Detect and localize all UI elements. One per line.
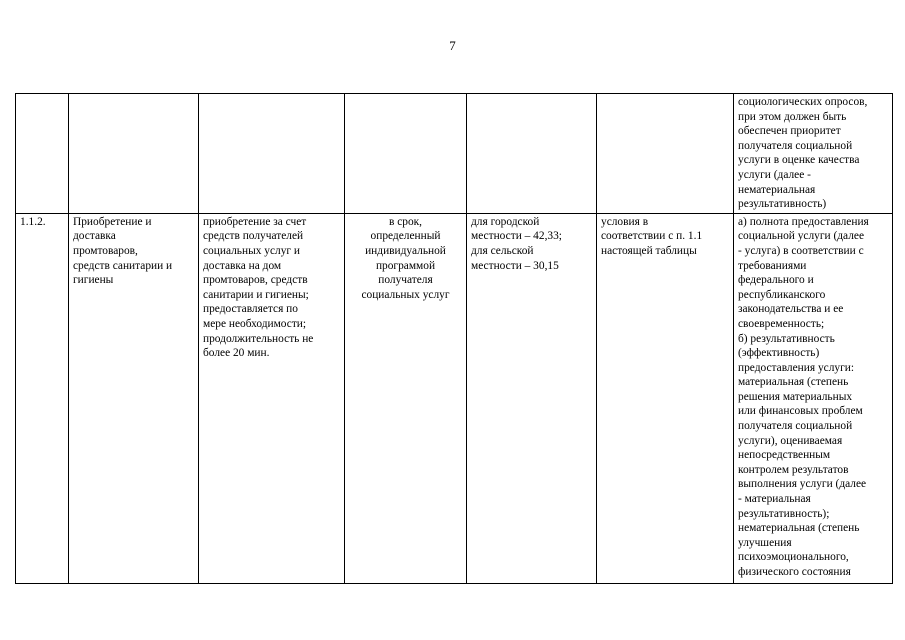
text-line: санитарии и гигиены; xyxy=(203,288,309,301)
text-line: мере необходимости; xyxy=(203,317,307,330)
text-line: доставка на дом xyxy=(203,259,282,272)
cell-term-empty xyxy=(345,94,467,214)
text-line: получателя xyxy=(378,274,433,287)
text-line: средств получателей xyxy=(203,230,304,243)
text-line: определенный xyxy=(370,230,441,243)
text-line: Приобретение и xyxy=(73,215,152,228)
text-line: предоставления услуги: xyxy=(738,361,855,374)
text-line: решения материальных xyxy=(738,390,853,403)
text-line: выполнения услуги (далее xyxy=(738,478,867,491)
text-line: - материальная xyxy=(738,493,811,506)
text-line: или финансовых проблем xyxy=(738,405,863,418)
text-line: при этом должен быть xyxy=(738,110,847,123)
cell-number xyxy=(16,213,69,583)
text-line: услуги), оцениваемая xyxy=(738,434,843,447)
text-line: своевременность; xyxy=(738,317,825,330)
text-line: (эффективность) xyxy=(738,347,820,360)
text-line: для сельской xyxy=(471,244,534,257)
cell-tariff xyxy=(467,213,597,583)
text-line: контролем результатов xyxy=(738,463,849,476)
text-line: продолжительность не xyxy=(203,332,314,345)
text-line: индивидуальной xyxy=(365,244,446,257)
table-row-1-1-2 xyxy=(16,213,893,583)
text-line: получателя социальной xyxy=(738,139,853,152)
table-row-continuation xyxy=(16,94,893,214)
cell-quality xyxy=(734,213,893,583)
services-table xyxy=(15,93,893,584)
text-line: промтоваров, xyxy=(73,244,138,257)
text-line: социологических опросов, xyxy=(738,96,868,108)
text-line: нематериальная xyxy=(738,183,816,196)
item-number: 1.1.2. xyxy=(20,215,46,228)
text-line: законодательства и ее xyxy=(738,303,844,316)
page-number: 7 xyxy=(449,38,456,53)
text-line: условия в xyxy=(601,215,649,228)
cell-conditions xyxy=(597,213,734,583)
text-line: средств санитарии и xyxy=(73,259,173,272)
text-line: результативность); xyxy=(738,507,830,520)
text-line: улучшения xyxy=(738,536,792,549)
text-line: услуги (далее - xyxy=(738,168,811,181)
text-line: получателя социальной xyxy=(738,420,853,433)
cell-description-empty xyxy=(199,94,345,214)
text-line: приобретение за счет xyxy=(203,215,307,228)
text-line: местности – 30,15 xyxy=(471,259,559,272)
cell-tariff-empty xyxy=(467,94,597,214)
cell-description xyxy=(199,213,345,583)
text-line: психоэмоционального, xyxy=(738,551,849,564)
text-line: предоставляется по xyxy=(203,303,298,316)
text-line: нематериальная (степень xyxy=(738,522,860,535)
text-line: социальных услуг и xyxy=(203,244,301,257)
text-line: местности – 42,33; xyxy=(471,230,562,243)
text-line: физического состояния xyxy=(738,566,851,578)
text-line: соответствии с п. 1.1 xyxy=(601,230,703,243)
text-line: социальной услуги (далее xyxy=(738,230,864,243)
cell-term xyxy=(345,213,467,583)
cell-name xyxy=(69,213,199,583)
cell-quality-continuation xyxy=(734,94,893,214)
text-line: а) полнота предоставления xyxy=(738,215,869,228)
text-line: требованиями xyxy=(738,259,807,272)
text-line: настоящей таблицы xyxy=(601,244,697,257)
text-line: обеспечен приоритет xyxy=(738,125,841,138)
text-line: б) результативность xyxy=(738,332,835,345)
text-line: услуги в оценке качества xyxy=(738,154,860,167)
text-line: - услуга) в соответствии с xyxy=(738,244,864,257)
text-line: гигиены xyxy=(73,274,114,287)
cell-name-empty xyxy=(69,94,199,214)
text-line: социальных услуг xyxy=(361,288,450,301)
cell-number-empty xyxy=(16,94,69,214)
cell-conditions-empty xyxy=(597,94,734,214)
text-line: результативность) xyxy=(738,198,827,211)
text-line: республиканского xyxy=(738,288,826,301)
text-line: федерального и xyxy=(738,274,814,287)
text-line: непосредственным xyxy=(738,449,831,462)
text-line: для городской xyxy=(471,215,540,228)
text-line: промтоваров, средств xyxy=(203,274,308,287)
text-line: программой xyxy=(375,259,436,272)
text-line: более 20 мин. xyxy=(203,347,270,360)
text-line: материальная (степень xyxy=(738,376,849,389)
text-line: доставка xyxy=(73,230,116,243)
text-line: в срок, xyxy=(388,215,423,228)
